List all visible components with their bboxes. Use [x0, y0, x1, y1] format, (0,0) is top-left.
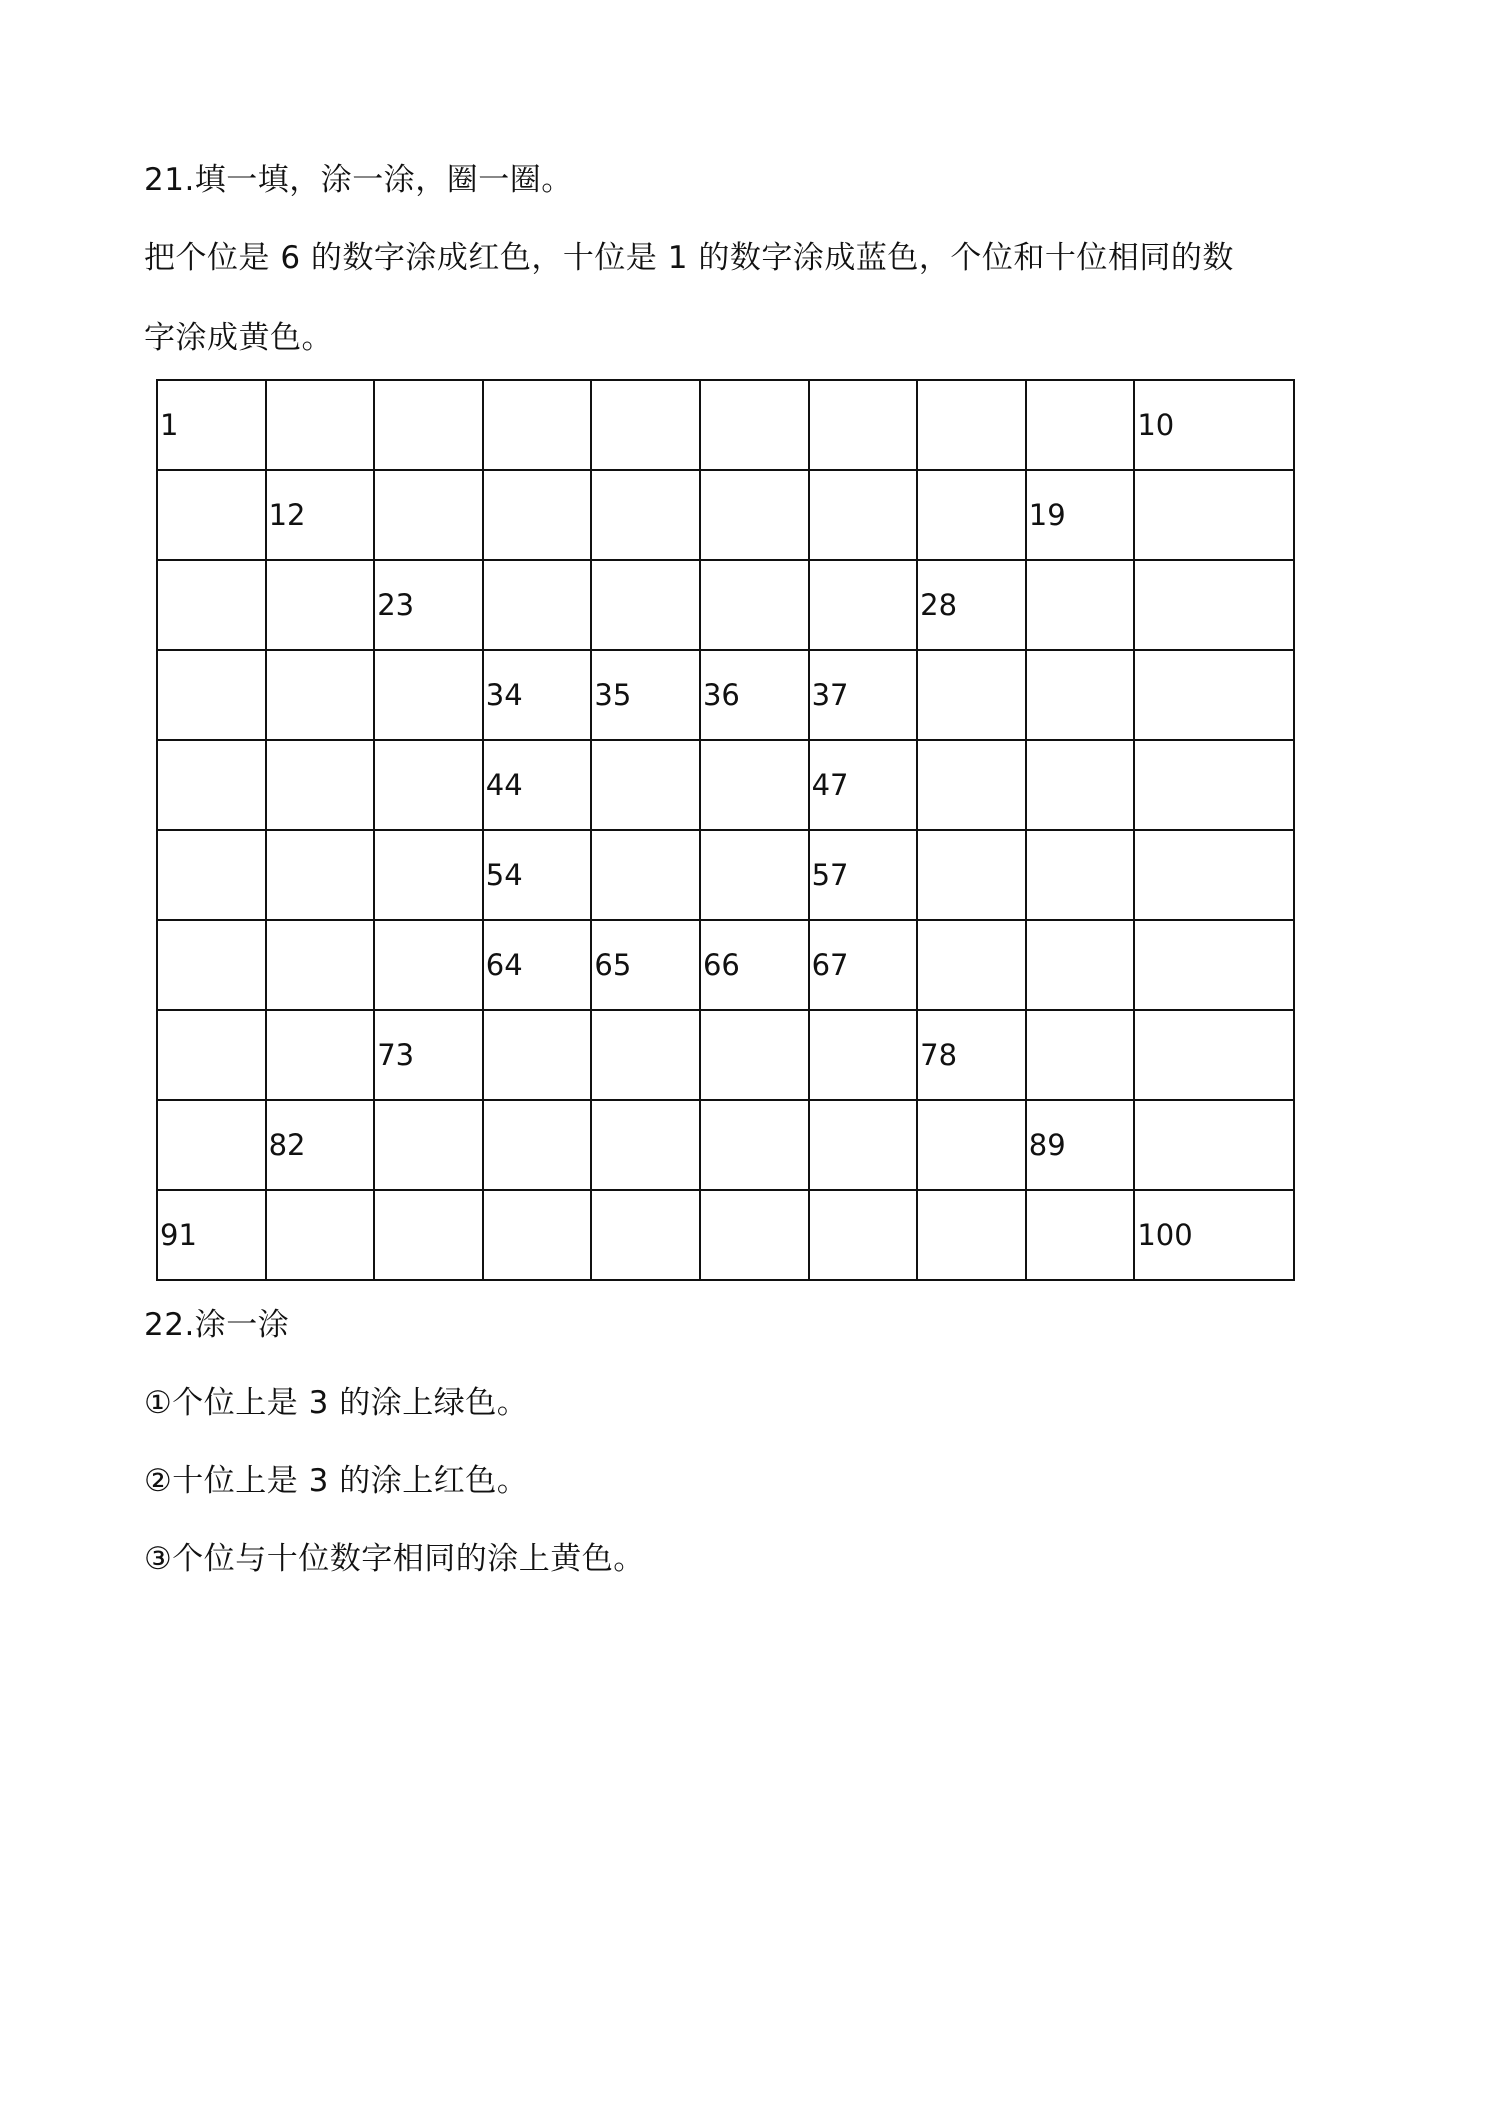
grid-cell[interactable]: [266, 560, 375, 650]
grid-cell[interactable]: 66: [700, 920, 809, 1010]
grid-cell[interactable]: 54: [483, 830, 592, 920]
question-22-item-1: ①个位上是 3 的涂上绿色。: [144, 1385, 529, 1421]
grid-cell[interactable]: [1026, 1190, 1135, 1280]
hundred-number-grid: [156, 379, 1295, 1281]
grid-cell[interactable]: 37: [809, 650, 918, 740]
grid-cell[interactable]: [1134, 1100, 1294, 1190]
grid-row: [157, 470, 1294, 560]
grid-cell[interactable]: [483, 1190, 592, 1280]
grid-cell[interactable]: 28: [917, 560, 1026, 650]
grid-cell[interactable]: [917, 740, 1026, 830]
grid-cell[interactable]: [266, 920, 375, 1010]
grid-cell[interactable]: [266, 740, 375, 830]
grid-cell[interactable]: [266, 380, 375, 470]
grid-row: [157, 1190, 1294, 1280]
grid-cell[interactable]: [700, 560, 809, 650]
question-22-title: 22.涂一涂: [144, 1307, 290, 1343]
grid-cell[interactable]: [266, 1010, 375, 1100]
grid-cell[interactable]: [700, 1100, 809, 1190]
grid-cell[interactable]: 47: [809, 740, 918, 830]
grid-cell[interactable]: [157, 1010, 266, 1100]
question-21-title: 21.填一填，涂一涂，圈一圈。: [144, 162, 573, 198]
grid-cell[interactable]: 91: [157, 1190, 266, 1280]
grid-cell[interactable]: [809, 1010, 918, 1100]
grid-cell[interactable]: [157, 1100, 266, 1190]
grid-cell[interactable]: [266, 830, 375, 920]
grid-cell[interactable]: [1134, 560, 1294, 650]
grid-cell[interactable]: [374, 470, 483, 560]
grid-cell[interactable]: [1134, 470, 1294, 560]
grid-cell[interactable]: [1134, 1010, 1294, 1100]
grid-cell[interactable]: [266, 650, 375, 740]
grid-cell[interactable]: [700, 470, 809, 560]
grid-cell[interactable]: [809, 380, 918, 470]
grid-cell[interactable]: 64: [483, 920, 592, 1010]
grid-cell[interactable]: [700, 380, 809, 470]
grid-cell[interactable]: [700, 1190, 809, 1280]
grid-cell[interactable]: [917, 380, 1026, 470]
grid-row: [157, 1010, 1294, 1100]
grid-cell[interactable]: [809, 560, 918, 650]
grid-cell[interactable]: [1026, 380, 1135, 470]
grid-cell[interactable]: [1134, 740, 1294, 830]
grid-cell[interactable]: 23: [374, 560, 483, 650]
grid-cell[interactable]: [483, 560, 592, 650]
grid-cell[interactable]: [1134, 830, 1294, 920]
grid-cell[interactable]: 36: [700, 650, 809, 740]
grid-cell[interactable]: [917, 830, 1026, 920]
grid-cell[interactable]: 35: [591, 650, 700, 740]
grid-row: [157, 380, 1294, 470]
grid-cell[interactable]: [917, 1100, 1026, 1190]
grid-cell[interactable]: [591, 1190, 700, 1280]
grid-cell[interactable]: [374, 1100, 483, 1190]
grid-cell[interactable]: [1026, 920, 1135, 1010]
grid-cell[interactable]: [917, 1190, 1026, 1280]
grid-cell[interactable]: [483, 470, 592, 560]
grid-cell[interactable]: [917, 470, 1026, 560]
question-21-instruction-line-2: 字涂成黄色。: [144, 320, 333, 356]
grid-cell[interactable]: [266, 1190, 375, 1280]
grid-cell[interactable]: [700, 740, 809, 830]
grid-cell[interactable]: [374, 740, 483, 830]
grid-cell[interactable]: [1026, 1010, 1135, 1100]
grid-cell[interactable]: [1026, 650, 1135, 740]
grid-cell[interactable]: [374, 1190, 483, 1280]
grid-cell[interactable]: [809, 1190, 918, 1280]
grid-cell[interactable]: 82: [266, 1100, 375, 1190]
grid-cell[interactable]: 34: [483, 650, 592, 740]
grid-cell[interactable]: 12: [266, 470, 375, 560]
grid-cell[interactable]: [483, 1100, 592, 1190]
grid-body: [157, 380, 1294, 1280]
grid-cell[interactable]: 67: [809, 920, 918, 1010]
grid-cell[interactable]: [1026, 560, 1135, 650]
grid-cell[interactable]: [591, 830, 700, 920]
grid-cell[interactable]: [157, 740, 266, 830]
grid-cell[interactable]: [700, 1010, 809, 1100]
grid-cell[interactable]: [157, 470, 266, 560]
grid-cell[interactable]: 57: [809, 830, 918, 920]
grid-cell[interactable]: [591, 470, 700, 560]
grid-cell[interactable]: [374, 920, 483, 1010]
grid-cell[interactable]: [1134, 920, 1294, 1010]
grid-cell[interactable]: [157, 830, 266, 920]
grid-cell[interactable]: [374, 650, 483, 740]
grid-cell[interactable]: [1134, 650, 1294, 740]
grid-cell[interactable]: [809, 1100, 918, 1190]
grid-cell[interactable]: [917, 650, 1026, 740]
grid-row: [157, 920, 1294, 1010]
grid-cell[interactable]: 73: [374, 1010, 483, 1100]
grid-cell[interactable]: 19: [1026, 470, 1135, 560]
grid-row: [157, 560, 1294, 650]
grid-cell[interactable]: [374, 380, 483, 470]
grid-cell[interactable]: [157, 920, 266, 1010]
grid-row: [157, 650, 1294, 740]
grid-cell[interactable]: 100: [1134, 1190, 1294, 1280]
grid-cell[interactable]: [591, 560, 700, 650]
grid-row: [157, 1100, 1294, 1190]
grid-cell[interactable]: [157, 560, 266, 650]
grid-cell[interactable]: [1026, 740, 1135, 830]
grid-cell[interactable]: [374, 830, 483, 920]
grid-cell[interactable]: [483, 1010, 592, 1100]
grid-row: [157, 740, 1294, 830]
grid-cell[interactable]: [591, 1010, 700, 1100]
grid-cell[interactable]: [809, 470, 918, 560]
grid-cell[interactable]: [700, 830, 809, 920]
grid-cell[interactable]: 10: [1134, 380, 1294, 470]
question-21-instruction-line-1: 把个位是 6 的数字涂成红色，十位是 1 的数字涂成蓝色，个位和十位相同的数: [144, 240, 1234, 276]
question-22-item-2: ②十位上是 3 的涂上红色。: [144, 1463, 529, 1499]
grid-row: [157, 830, 1294, 920]
grid-cell[interactable]: 65: [591, 920, 700, 1010]
grid-cell[interactable]: [483, 380, 592, 470]
grid-cell[interactable]: [591, 1100, 700, 1190]
grid-cell[interactable]: [591, 380, 700, 470]
grid-cell[interactable]: 1: [157, 380, 266, 470]
grid-cell[interactable]: 78: [917, 1010, 1026, 1100]
question-22-item-3: ③个位与十位数字相同的涂上黄色。: [144, 1541, 645, 1577]
grid-cell[interactable]: 89: [1026, 1100, 1135, 1190]
grid-cell[interactable]: [157, 650, 266, 740]
grid-cell[interactable]: 44: [483, 740, 592, 830]
grid-cell[interactable]: [1026, 830, 1135, 920]
grid-cell[interactable]: [591, 740, 700, 830]
grid-cell[interactable]: [917, 920, 1026, 1010]
